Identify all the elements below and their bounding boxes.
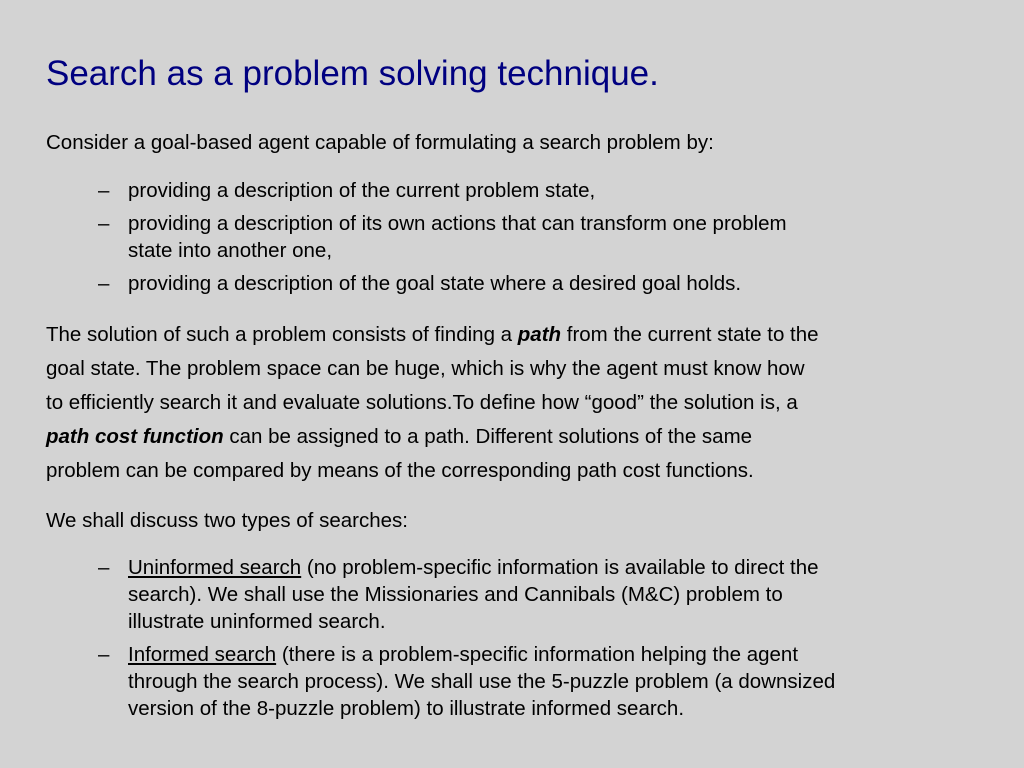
emphasis-path-cost-function: path cost function [46, 425, 224, 448]
list-item-text: providing a description of its own actions that can transform one problem [128, 212, 787, 235]
solution-paragraph [46, 318, 819, 488]
emphasis-path: path [517, 323, 562, 346]
types-intro: We shall discuss two types of searches: [46, 509, 408, 532]
search-types-list [0, 554, 1024, 728]
uninformed-search-link[interactable]: Uninformed search [128, 556, 302, 579]
bullet-dash: – [98, 556, 110, 579]
list-item-text: illustrate uninformed search. [128, 610, 386, 633]
paragraph-line [46, 318, 819, 352]
list-item-text: providing a description of the current problem state, [128, 179, 596, 202]
list-item-text: search). We shall use the Missionaries and Cannibals (M&C) problem to [128, 583, 783, 606]
capabilities-list [0, 177, 1024, 303]
slide-title: Search as a problem solving technique. [46, 54, 659, 93]
list-item [0, 210, 1024, 264]
list-item-text: state into another one, [128, 239, 333, 262]
list-item-text: providing a description of the goal state where a desired goal holds. [128, 272, 742, 295]
bullet-dash: – [98, 179, 110, 202]
list-item-text: (no problem-specific information is available to direct the [301, 556, 819, 579]
intro-paragraph: Consider a goal-based agent capable of formulating a search problem by: [46, 131, 714, 154]
list-item-text: through the search process). We shall use the 5-puzzle problem (a downsized [128, 670, 836, 693]
list-item [0, 270, 1024, 297]
paragraph-line: problem can be compared by means of the corresponding path cost functions. [46, 459, 754, 482]
list-item [0, 641, 1024, 722]
bullet-dash: – [98, 272, 110, 295]
paragraph-line: to efficiently search it and evaluate solutions.To define how “good” the solution is, a [46, 391, 798, 414]
list-item-text: version of the 8-puzzle problem) to illustrate informed search. [128, 697, 685, 720]
bullet-dash: – [98, 643, 110, 666]
bullet-dash: – [98, 212, 110, 235]
informed-search-link[interactable]: Informed search [128, 643, 277, 666]
text-span: can be assigned to a path. Different solutions of the same [223, 425, 753, 448]
list-item [0, 554, 1024, 635]
text-span: from the current state to the [561, 323, 819, 346]
text-span: The solution of such a problem consists of finding a [46, 323, 518, 346]
paragraph-line: goal state. The problem space can be huge, which is why the agent must know how [46, 357, 805, 380]
list-item [0, 177, 1024, 204]
paragraph-line [46, 420, 819, 454]
list-item-text: (there is a problem-specific information helping the agent [276, 643, 799, 666]
